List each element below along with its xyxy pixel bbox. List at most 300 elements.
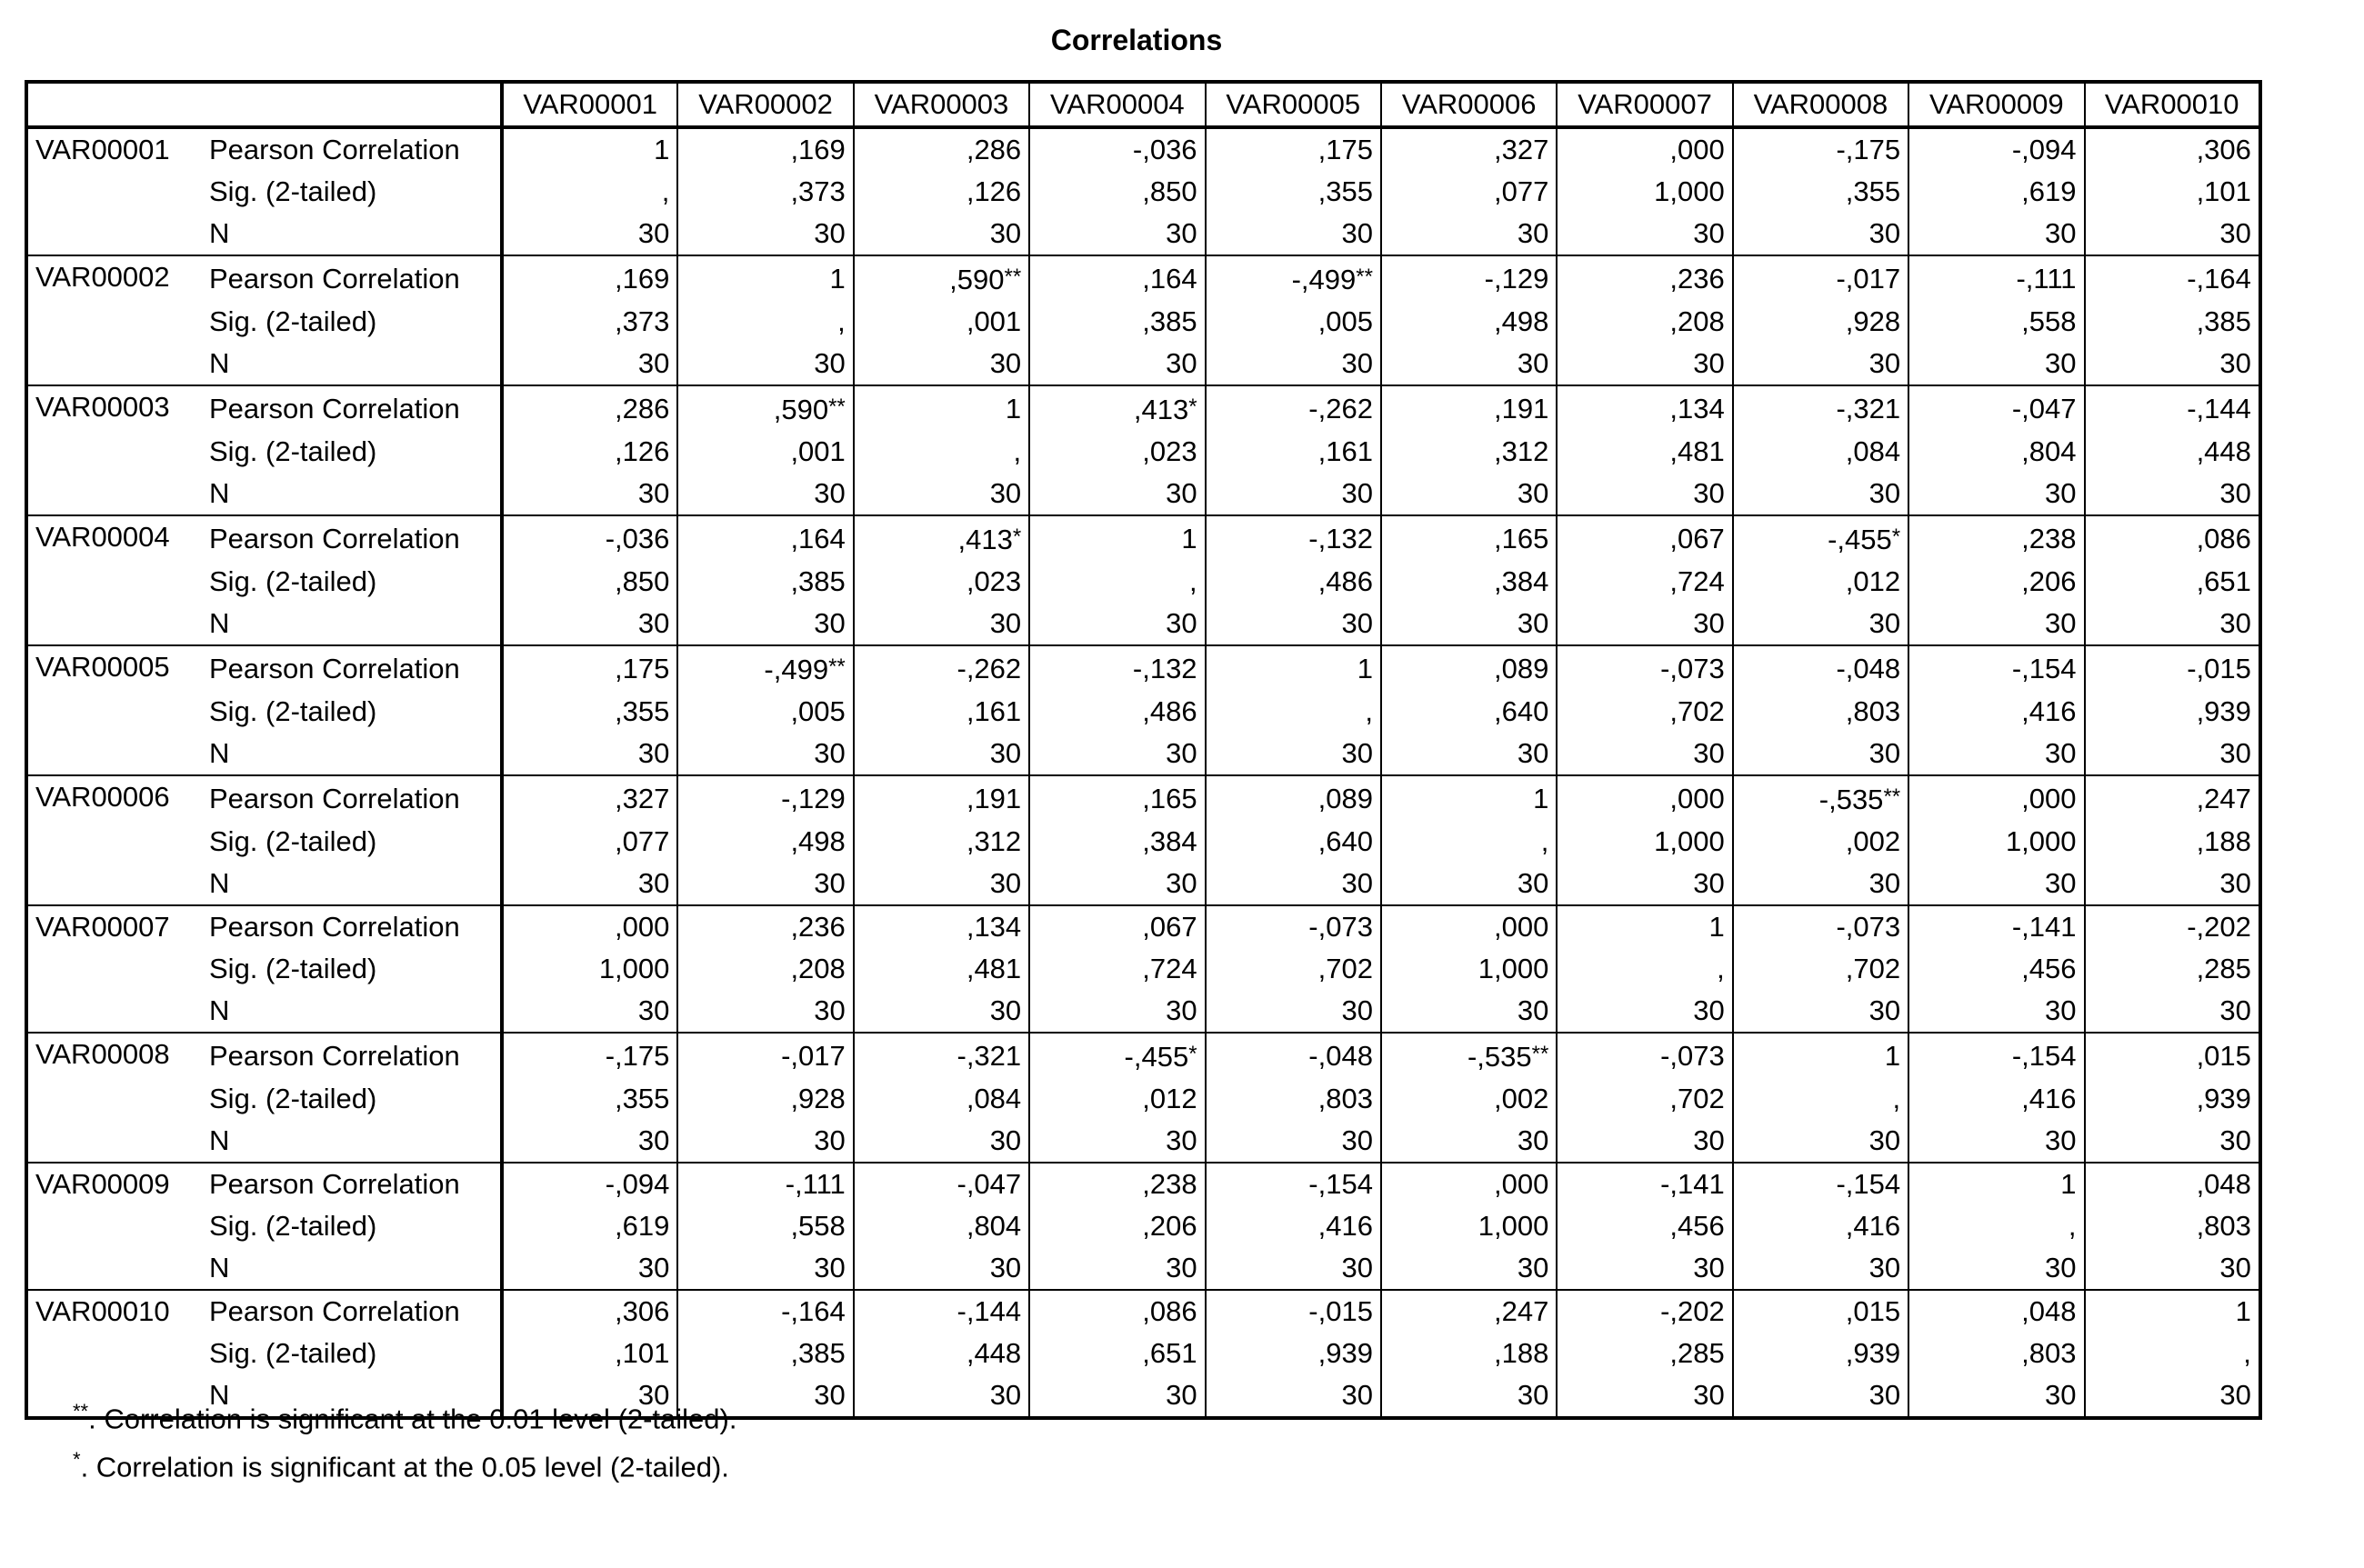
table-cell: 1 xyxy=(1557,905,1732,948)
table-cell: 30 xyxy=(1206,990,1381,1033)
table-cell: ,928 xyxy=(677,1078,853,1120)
table-row xyxy=(26,775,2260,821)
table-cell: 30 xyxy=(1908,1120,2084,1163)
table-cell: 30 xyxy=(1733,733,1908,775)
table-cell: ,089 xyxy=(1381,645,1557,691)
table-cell: ,188 xyxy=(1381,1333,1557,1374)
table-cell: -,036 xyxy=(1029,127,1205,171)
table-cell: ,238 xyxy=(1908,515,2084,561)
row-variable-label: VAR00010 xyxy=(26,1290,202,1333)
table-cell: ,134 xyxy=(1557,385,1732,431)
table-cell: ,084 xyxy=(854,1078,1029,1120)
table-cell: -,015 xyxy=(2085,645,2260,691)
table-cell: -,047 xyxy=(1908,385,2084,431)
table-cell: -,499** xyxy=(677,645,853,691)
table-cell: 1,000 xyxy=(502,948,677,990)
header-corner xyxy=(26,82,202,127)
footnote-001 xyxy=(73,1400,736,1435)
row-variable-label: VAR00006 xyxy=(26,775,202,821)
table-cell: ,286 xyxy=(502,385,677,431)
statistic-label: Sig. (2-tailed) xyxy=(202,301,502,343)
table-cell: 30 xyxy=(502,213,677,255)
table-cell: -,154 xyxy=(1206,1163,1381,1205)
table-cell: 30 xyxy=(677,863,853,905)
table-cell: ,413* xyxy=(854,515,1029,561)
table-cell: 30 xyxy=(854,733,1029,775)
table-cell: -,499** xyxy=(1206,255,1381,301)
table-cell: -,073 xyxy=(1733,905,1908,948)
table-cell: ,077 xyxy=(502,821,677,863)
table-cell: ,850 xyxy=(502,561,677,603)
table-cell: -,094 xyxy=(502,1163,677,1205)
table-cell: 30 xyxy=(502,1120,677,1163)
table-row xyxy=(26,603,2260,645)
table-row xyxy=(26,213,2260,255)
table-cell: ,164 xyxy=(677,515,853,561)
table-cell: 30 xyxy=(1381,1247,1557,1290)
table-cell: ,590** xyxy=(677,385,853,431)
table-row xyxy=(26,127,2260,171)
table-cell: 30 xyxy=(1381,213,1557,255)
footnote-005 xyxy=(73,1448,729,1483)
table-cell: ,803 xyxy=(2085,1205,2260,1247)
table-cell: ,089 xyxy=(1206,775,1381,821)
table-cell: ,306 xyxy=(2085,127,2260,171)
table-row xyxy=(26,948,2260,990)
table-cell: ,558 xyxy=(677,1205,853,1247)
table-cell: ,048 xyxy=(1908,1290,2084,1333)
table-row xyxy=(26,990,2260,1033)
table-cell: ,015 xyxy=(1733,1290,1908,1333)
table-row xyxy=(26,171,2260,213)
table-cell: -,262 xyxy=(854,645,1029,691)
table-cell: ,385 xyxy=(677,1333,853,1374)
table-cell: ,651 xyxy=(1029,1333,1205,1374)
row-variable-label xyxy=(26,1247,202,1290)
table-cell: , xyxy=(1206,691,1381,733)
table-cell: ,086 xyxy=(2085,515,2260,561)
footnote-text: . Correlation is significant at the 0.05 level (2-tailed). xyxy=(80,1451,729,1483)
table-cell: -,455* xyxy=(1733,515,1908,561)
table-cell: 1 xyxy=(1029,515,1205,561)
table-cell: ,005 xyxy=(677,691,853,733)
table-cell: 1,000 xyxy=(1557,171,1732,213)
table-cell: -,164 xyxy=(677,1290,853,1333)
table-cell: ,188 xyxy=(2085,821,2260,863)
table-cell: 30 xyxy=(1733,343,1908,385)
table-cell: ,161 xyxy=(1206,431,1381,473)
table-cell: -,202 xyxy=(2085,905,2260,948)
statistic-label: Pearson Correlation xyxy=(202,775,502,821)
table-cell: ,651 xyxy=(2085,561,2260,603)
table-cell: 30 xyxy=(2085,733,2260,775)
table-cell: 30 xyxy=(677,1374,853,1418)
table-row xyxy=(26,343,2260,385)
table-cell: 30 xyxy=(1206,473,1381,515)
table-cell: 30 xyxy=(1381,733,1557,775)
table-cell: -,073 xyxy=(1557,645,1732,691)
row-variable-label: VAR00005 xyxy=(26,645,202,691)
table-cell: 30 xyxy=(677,343,853,385)
row-variable-label xyxy=(26,603,202,645)
table-cell: ,247 xyxy=(2085,775,2260,821)
statistic-label: N xyxy=(202,213,502,255)
table-row xyxy=(26,515,2260,561)
table-cell: ,165 xyxy=(1381,515,1557,561)
table-cell: ,355 xyxy=(1206,171,1381,213)
table-row xyxy=(26,1078,2260,1120)
table-cell: ,208 xyxy=(677,948,853,990)
table-cell: -,141 xyxy=(1557,1163,1732,1205)
footnote-text: . Correlation is significant at the 0.01 level (2-tailed). xyxy=(88,1403,737,1435)
table-row xyxy=(26,905,2260,948)
table-cell: 30 xyxy=(1381,343,1557,385)
table-cell: -,073 xyxy=(1206,905,1381,948)
row-variable-label xyxy=(26,990,202,1033)
table-cell: 30 xyxy=(854,603,1029,645)
table-cell: ,169 xyxy=(677,127,853,171)
table-cell: ,286 xyxy=(854,127,1029,171)
table-cell: 1,000 xyxy=(1381,1205,1557,1247)
table-cell: 30 xyxy=(1206,213,1381,255)
table-cell: ,373 xyxy=(502,301,677,343)
row-variable-label xyxy=(26,691,202,733)
table-cell: ,385 xyxy=(677,561,853,603)
table-cell: ,000 xyxy=(1381,1163,1557,1205)
table-cell: 30 xyxy=(1908,473,2084,515)
table-cell: , xyxy=(2085,1333,2260,1374)
table-cell: -,094 xyxy=(1908,127,2084,171)
footnote-mark: * xyxy=(73,1448,81,1471)
column-header: VAR00006 xyxy=(1381,82,1557,127)
statistic-label: Pearson Correlation xyxy=(202,127,502,171)
table-cell: ,005 xyxy=(1206,301,1381,343)
table-cell: 30 xyxy=(1908,213,2084,255)
table-cell: , xyxy=(502,171,677,213)
column-header: VAR00010 xyxy=(2085,82,2260,127)
table-cell: -,129 xyxy=(1381,255,1557,301)
table-cell: 30 xyxy=(2085,1247,2260,1290)
table-cell: ,134 xyxy=(854,905,1029,948)
table-cell: ,619 xyxy=(502,1205,677,1247)
table-cell: -,175 xyxy=(1733,127,1908,171)
table-cell: ,101 xyxy=(502,1333,677,1374)
table-cell: , xyxy=(1557,948,1732,990)
table-cell: ,939 xyxy=(1733,1333,1908,1374)
table-cell: 1 xyxy=(502,127,677,171)
table-cell: ,803 xyxy=(1733,691,1908,733)
table-cell: 30 xyxy=(1029,213,1205,255)
table-cell: ,067 xyxy=(1029,905,1205,948)
table-cell: 30 xyxy=(2085,213,2260,255)
table-cell: 30 xyxy=(1557,343,1732,385)
row-variable-label xyxy=(26,863,202,905)
table-cell: ,804 xyxy=(854,1205,1029,1247)
table-cell: 30 xyxy=(1733,990,1908,1033)
table-cell: ,000 xyxy=(1557,127,1732,171)
table-cell: 30 xyxy=(1557,1247,1732,1290)
row-variable-label xyxy=(26,1078,202,1120)
table-cell: -,455* xyxy=(1029,1033,1205,1078)
table-cell: 30 xyxy=(2085,1120,2260,1163)
footnote-mark: ** xyxy=(73,1400,89,1423)
table-cell: 30 xyxy=(854,473,1029,515)
column-header: VAR00003 xyxy=(854,82,1029,127)
table-cell: 30 xyxy=(1029,863,1205,905)
table-cell: 30 xyxy=(2085,863,2260,905)
table-row xyxy=(26,691,2260,733)
table-cell: 30 xyxy=(1381,990,1557,1033)
table-cell: 30 xyxy=(1381,603,1557,645)
table-cell: ,448 xyxy=(2085,431,2260,473)
row-variable-label xyxy=(26,213,202,255)
table-title: Correlations xyxy=(1050,24,1223,56)
table-cell: -,164 xyxy=(2085,255,2260,301)
row-variable-label xyxy=(26,821,202,863)
table-cell: ,012 xyxy=(1029,1078,1205,1120)
table-cell: ,238 xyxy=(1029,1163,1205,1205)
table-cell: 30 xyxy=(677,990,853,1033)
table-cell: ,456 xyxy=(1557,1205,1732,1247)
table-cell: ,702 xyxy=(1557,1078,1732,1120)
table-cell: ,101 xyxy=(2085,171,2260,213)
table-cell: ,000 xyxy=(502,905,677,948)
table-cell: , xyxy=(854,431,1029,473)
table-cell: ,126 xyxy=(502,431,677,473)
table-cell: 1 xyxy=(1206,645,1381,691)
table-cell: ,416 xyxy=(1733,1205,1908,1247)
table-cell: ,939 xyxy=(2085,1078,2260,1120)
table-cell: -,017 xyxy=(1733,255,1908,301)
table-cell: 30 xyxy=(1733,1374,1908,1418)
table-cell: 30 xyxy=(502,603,677,645)
table-cell: ,385 xyxy=(1029,301,1205,343)
row-variable-label xyxy=(26,948,202,990)
table-cell: ,000 xyxy=(1908,775,2084,821)
table-cell: ,000 xyxy=(1557,775,1732,821)
table-cell: 30 xyxy=(854,990,1029,1033)
table-cell: 30 xyxy=(1206,1374,1381,1418)
table-cell: ,803 xyxy=(1908,1333,2084,1374)
table-cell: -,154 xyxy=(1908,1033,2084,1078)
table-cell: 1 xyxy=(677,255,853,301)
table-cell: 30 xyxy=(1029,1247,1205,1290)
table-cell: ,175 xyxy=(1206,127,1381,171)
statistic-label: N xyxy=(202,863,502,905)
table-cell: 30 xyxy=(2085,1374,2260,1418)
table-cell: ,373 xyxy=(677,171,853,213)
table-cell: ,086 xyxy=(1029,1290,1205,1333)
table-cell: 30 xyxy=(502,1374,677,1418)
table-cell: ,312 xyxy=(1381,431,1557,473)
table-cell: ,850 xyxy=(1029,171,1205,213)
table-cell: -,535** xyxy=(1733,775,1908,821)
row-variable-label: VAR00007 xyxy=(26,905,202,948)
statistic-label: Sig. (2-tailed) xyxy=(202,691,502,733)
table-cell: 1,000 xyxy=(1557,821,1732,863)
table-cell: ,002 xyxy=(1381,1078,1557,1120)
table-cell: ,191 xyxy=(854,775,1029,821)
table-cell: 30 xyxy=(1381,863,1557,905)
table-cell: ,498 xyxy=(677,821,853,863)
table-cell: ,191 xyxy=(1381,385,1557,431)
statistic-label: Sig. (2-tailed) xyxy=(202,821,502,863)
row-variable-label: VAR00009 xyxy=(26,1163,202,1205)
table-cell: ,236 xyxy=(677,905,853,948)
table-cell: -,017 xyxy=(677,1033,853,1078)
table-cell: ,928 xyxy=(1733,301,1908,343)
table-cell: ,498 xyxy=(1381,301,1557,343)
table-cell: ,590** xyxy=(854,255,1029,301)
table-cell: ,939 xyxy=(1206,1333,1381,1374)
table-row xyxy=(26,1163,2260,1205)
statistic-label: Pearson Correlation xyxy=(202,255,502,301)
table-cell: ,327 xyxy=(1381,127,1557,171)
table-cell: ,285 xyxy=(1557,1333,1732,1374)
statistic-label: Pearson Correlation xyxy=(202,385,502,431)
table-cell: -,202 xyxy=(1557,1290,1732,1333)
table-cell: 30 xyxy=(854,1247,1029,1290)
table-cell: ,481 xyxy=(1557,431,1732,473)
table-cell: 30 xyxy=(1029,733,1205,775)
table-cell: ,048 xyxy=(2085,1163,2260,1205)
table-cell: ,355 xyxy=(1733,171,1908,213)
table-cell: 30 xyxy=(1206,863,1381,905)
table-cell: , xyxy=(1908,1205,2084,1247)
table-cell: 30 xyxy=(502,473,677,515)
table-cell: 30 xyxy=(1733,213,1908,255)
statistic-label: Pearson Correlation xyxy=(202,905,502,948)
table-cell: 30 xyxy=(1557,213,1732,255)
table-cell: ,486 xyxy=(1029,691,1205,733)
row-variable-label: VAR00003 xyxy=(26,385,202,431)
statistic-label: Pearson Correlation xyxy=(202,515,502,561)
table-cell: 30 xyxy=(1557,733,1732,775)
statistic-label: Sig. (2-tailed) xyxy=(202,948,502,990)
table-cell: ,384 xyxy=(1029,821,1205,863)
table-cell: ,169 xyxy=(502,255,677,301)
table-row xyxy=(26,255,2260,301)
table-cell: 30 xyxy=(2085,473,2260,515)
table-cell: 30 xyxy=(502,733,677,775)
table-cell: ,486 xyxy=(1206,561,1381,603)
table-cell: ,640 xyxy=(1381,691,1557,733)
statistic-label: N xyxy=(202,1120,502,1163)
column-header: VAR00009 xyxy=(1908,82,2084,127)
table-cell: ,385 xyxy=(2085,301,2260,343)
table-cell: ,012 xyxy=(1733,561,1908,603)
table-cell: ,327 xyxy=(502,775,677,821)
table-cell: 30 xyxy=(1733,603,1908,645)
table-cell: ,724 xyxy=(1029,948,1205,990)
row-variable-label xyxy=(26,733,202,775)
table-cell: 1 xyxy=(2085,1290,2260,1333)
table-cell: ,481 xyxy=(854,948,1029,990)
statistic-label: Sig. (2-tailed) xyxy=(202,1078,502,1120)
table-cell: ,702 xyxy=(1733,948,1908,990)
table-cell: , xyxy=(1029,561,1205,603)
table-cell: -,111 xyxy=(1908,255,2084,301)
statistic-label: N xyxy=(202,1247,502,1290)
table-cell: ,619 xyxy=(1908,171,2084,213)
table-cell: 30 xyxy=(1029,1374,1205,1418)
row-variable-label: VAR00008 xyxy=(26,1033,202,1078)
table-cell: 30 xyxy=(1733,1120,1908,1163)
table-cell: 30 xyxy=(1029,1120,1205,1163)
table-cell: ,416 xyxy=(1908,1078,2084,1120)
table-cell: ,416 xyxy=(1206,1205,1381,1247)
statistic-label: Pearson Correlation xyxy=(202,645,502,691)
table-cell: ,702 xyxy=(1557,691,1732,733)
column-header: VAR00002 xyxy=(677,82,853,127)
table-cell: 30 xyxy=(1733,1247,1908,1290)
table-cell: ,355 xyxy=(502,1078,677,1120)
table-row xyxy=(26,1333,2260,1374)
table-cell: ,077 xyxy=(1381,171,1557,213)
table-cell: -,154 xyxy=(1733,1163,1908,1205)
table-cell: 30 xyxy=(854,343,1029,385)
table-cell: 30 xyxy=(1557,863,1732,905)
table-cell: ,702 xyxy=(1206,948,1381,990)
table-body xyxy=(26,127,2260,1418)
table-cell: -,141 xyxy=(1908,905,2084,948)
table-cell: ,126 xyxy=(854,171,1029,213)
statistic-label: Pearson Correlation xyxy=(202,1290,502,1333)
table-cell: 30 xyxy=(1029,990,1205,1033)
table-cell: -,144 xyxy=(2085,385,2260,431)
table-cell: 30 xyxy=(1908,863,2084,905)
table-cell: ,023 xyxy=(854,561,1029,603)
column-header: VAR00004 xyxy=(1029,82,1205,127)
table-row xyxy=(26,645,2260,691)
table-cell: 30 xyxy=(1908,1247,2084,1290)
table-cell: 30 xyxy=(1557,1120,1732,1163)
table-cell: 1 xyxy=(1908,1163,2084,1205)
statistic-label: Sig. (2-tailed) xyxy=(202,561,502,603)
table-row xyxy=(26,1120,2260,1163)
row-variable-label xyxy=(26,561,202,603)
table-cell: -,073 xyxy=(1557,1033,1732,1078)
statistic-label: N xyxy=(202,1374,502,1418)
table-row xyxy=(26,1247,2260,1290)
table-cell: 30 xyxy=(502,990,677,1033)
table-cell: 30 xyxy=(1206,1247,1381,1290)
table-cell: 30 xyxy=(1733,473,1908,515)
table-cell: ,001 xyxy=(854,301,1029,343)
statistic-label: N xyxy=(202,990,502,1033)
table-cell: 30 xyxy=(1557,603,1732,645)
table-cell: 30 xyxy=(502,1247,677,1290)
table-cell: ,236 xyxy=(1557,255,1732,301)
row-variable-label: VAR00002 xyxy=(26,255,202,301)
table-cell: 30 xyxy=(2085,603,2260,645)
column-header: VAR00005 xyxy=(1206,82,1381,127)
table-cell: ,558 xyxy=(1908,301,2084,343)
table-cell: ,247 xyxy=(1381,1290,1557,1333)
table-cell: 30 xyxy=(677,1120,853,1163)
table-row xyxy=(26,733,2260,775)
table-cell: 30 xyxy=(1206,733,1381,775)
table-cell: ,002 xyxy=(1733,821,1908,863)
table-row xyxy=(26,431,2260,473)
table-cell: 30 xyxy=(1206,343,1381,385)
table-row xyxy=(26,473,2260,515)
table-cell: ,312 xyxy=(854,821,1029,863)
statistic-label: N xyxy=(202,343,502,385)
table-cell: -,154 xyxy=(1908,645,2084,691)
table-cell: 30 xyxy=(502,343,677,385)
table-cell: 1 xyxy=(1381,775,1557,821)
